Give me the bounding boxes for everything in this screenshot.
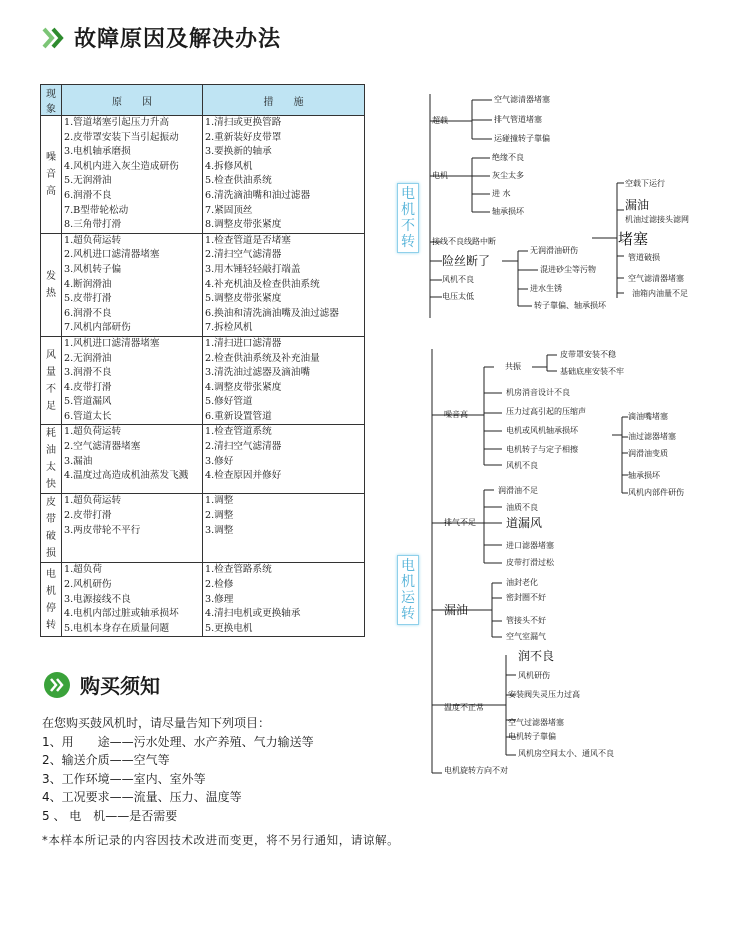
diagram-node: 道漏风: [506, 516, 543, 530]
measure-item: 6.重新设置管道: [205, 410, 272, 422]
diagram-node: 压力过高引起的压缩声: [506, 407, 586, 416]
cause-item: 4.断润滑油: [64, 278, 112, 290]
phenomenon-char: 发: [46, 270, 56, 282]
phenomenon-char: 油: [46, 445, 56, 457]
measure-item: 2.清扫空气滤清器: [205, 249, 282, 261]
cause-item: 7.风机内部研伤: [64, 322, 131, 334]
measure-cell: [203, 336, 365, 425]
cause-item: 4.电机内部过脏或轴承损坏: [64, 608, 179, 620]
section-title: [40, 22, 281, 53]
cause-cell: [62, 116, 203, 234]
cause-item: 1.管道堵塞引起压力升高: [64, 117, 170, 128]
cause-item: 2.皮带罩安装下当引起振动: [64, 131, 179, 143]
cause-cell: [62, 494, 203, 563]
cause-item: 3.风机转子偏: [64, 263, 122, 275]
measure-item: 3.调整: [205, 524, 234, 536]
diagram-node: 风机房空间太小、通风不良: [518, 749, 614, 758]
diagram-node: 电机转子靠偏: [508, 732, 556, 741]
col-phenomenon: 现象: [41, 85, 62, 116]
phenomenon-char: 皮: [46, 497, 56, 509]
measure-item: 2.检修: [205, 579, 234, 591]
measure-item: 3.要换新的轴承: [205, 146, 272, 158]
phenomenon-char: 电: [46, 568, 56, 580]
diagram-node: 空气过滤器堵塞: [508, 718, 564, 727]
phenomenon-cell: [41, 336, 62, 425]
purchase-item: 1、用 途——污水处理、水产养殖、气力输送等: [42, 734, 314, 749]
measure-cell: [203, 563, 365, 637]
diagram-node: 油过滤器堵塞: [628, 432, 676, 441]
phenomenon-char: 风: [46, 349, 56, 361]
measure-item: 7.拆检风机: [205, 322, 253, 334]
diagram-node: 绝缘不良: [492, 153, 524, 162]
diagram-node: 空气滤清器堵塞: [628, 274, 684, 283]
phenomenon-char: 足: [46, 400, 56, 412]
measure-item: 4.清扫电机或更换轴承: [205, 608, 301, 620]
measure-item: 4.补充机油及检查供油系统: [205, 278, 320, 290]
diagram-node: 风机研伤: [518, 671, 550, 680]
cause-item: 5.管道漏风: [64, 396, 112, 408]
measure-cell: [203, 233, 365, 336]
measure-item: 1.检查管道是否堵塞: [205, 234, 291, 246]
diagram-node: 灰尘太多: [492, 171, 524, 180]
measure-item: 3.清洗油过滤器及滴油嘴: [205, 367, 311, 379]
measure-item: 6.清洗滴油嘴和油过滤器: [205, 189, 311, 201]
cause-item: 1.风机进口滤清器堵塞: [64, 337, 160, 349]
diagram-node: 润不良: [518, 649, 555, 663]
purchase-list: [42, 714, 314, 825]
diagram-node: 风机不良: [442, 275, 474, 284]
diagram-node: 接线不良线路中断: [432, 237, 496, 246]
diagram-node: 无润滑油研伤: [530, 246, 578, 255]
table-row: [41, 563, 365, 637]
cause-item: 3.两皮带轮不平行: [64, 524, 141, 536]
measure-item: 3.修好: [205, 455, 234, 467]
phenomenon-char: 破: [46, 531, 56, 543]
cause-item: 5.皮带打滑: [64, 293, 112, 305]
diagram-node: 排气不足: [444, 518, 476, 527]
diagram-node: 电机转子与定子相擦: [506, 445, 578, 454]
phenomenon-char: 噪: [46, 151, 56, 163]
diagram-node: 基础底座安装不牢: [560, 367, 624, 376]
phenomenon-char: 带: [46, 514, 56, 526]
table-row: [41, 494, 365, 563]
measure-item: 1.清扫或更换管路: [205, 117, 282, 128]
measure-cell: [203, 116, 365, 234]
diagram-node: 进口滤器堵塞: [506, 541, 554, 550]
phenomenon-char: 快: [46, 479, 56, 491]
measure-item: 2.调整: [205, 510, 234, 522]
phenomenon-cell: [41, 233, 62, 336]
measure-item: 5.检查供油系统: [205, 175, 272, 187]
measure-cell: [203, 494, 365, 563]
purchase-title: [44, 670, 160, 699]
diagram-node: 运碰撞转子靠偏: [494, 134, 550, 143]
phenomenon-char: 转: [46, 619, 56, 631]
measure-item: 7.紧固顶丝: [205, 204, 253, 216]
cause-item: 3.润滑不良: [64, 367, 112, 379]
diagram-node: 密封圈不好: [506, 593, 546, 602]
table-header-row: [41, 85, 365, 116]
diagram-node: 进 水: [492, 189, 511, 198]
purchase-item: 5 、 电 机——是否需要: [42, 808, 178, 823]
diagram-node: 电机旋转方向不对: [444, 766, 508, 775]
diagram-node: 电机或风机轴承损坏: [506, 426, 578, 435]
cause-item: 2.空气滤清器堵塞: [64, 441, 141, 453]
cause-cell: [62, 336, 203, 425]
diagram-node: 润滑油变质: [628, 449, 668, 458]
measure-item: 5.调整皮带张紧度: [205, 293, 282, 305]
diagram-node: 空气室漏气: [506, 632, 546, 641]
phenomenon-char: 不: [46, 383, 56, 395]
diagram-node: 管接头不好: [506, 616, 546, 625]
cause-item: 1.超负荷运转: [64, 426, 122, 438]
purchase-item: 2、输送介质——空气等: [42, 753, 170, 767]
diagram-label-motor-running: 电 机 运 转: [397, 555, 419, 625]
cause-cell: [62, 233, 203, 336]
phenomenon-char: 量: [46, 366, 56, 378]
cause-item: 6.管道太长: [64, 410, 112, 422]
measure-item: 3.修理: [205, 593, 234, 605]
diagram-node: 皮带罩安装不稳: [560, 350, 616, 359]
diagram-node: 电机: [432, 171, 448, 180]
measure-item: 3.用木锤轻轻敲打端盖: [205, 263, 301, 275]
table-row: [41, 116, 365, 234]
cause-item: 1.超负荷运转: [64, 495, 122, 507]
cause-cell: [62, 563, 203, 637]
col-measure: 措 施: [203, 85, 365, 116]
phenomenon-char: 热: [46, 287, 56, 299]
diagram-node: 混进砂尘等污物: [540, 265, 596, 274]
diagram-node: 险丝断了: [442, 254, 491, 268]
diagram-node: 机房消音设计不良: [506, 388, 570, 397]
phenomenon-char: 高: [46, 185, 56, 197]
cause-item: 4.温度过高造成机油蒸发飞溅: [64, 470, 189, 482]
diagram-node: 润滑油不足: [498, 486, 538, 495]
table-row: [41, 336, 365, 425]
cause-item: 1.超负荷: [64, 564, 102, 576]
phenomenon-char: 损: [46, 548, 56, 560]
cause-item: 6.润滑不良: [64, 189, 112, 201]
phenomenon-char: 停: [46, 602, 56, 614]
purchase-item: 3、工作环境——室内、室外等: [42, 771, 206, 786]
diagram-node: 油质不良: [506, 503, 538, 512]
table-row: [41, 425, 365, 494]
measure-item: 6.换油和清洗滴油嘴及油过滤器: [205, 307, 339, 319]
diagram-node: 漏油: [625, 198, 650, 212]
measure-item: 4.检查原因并修好: [205, 470, 282, 482]
diagram-node: 堵塞: [618, 230, 649, 248]
phenomenon-cell: [41, 563, 62, 637]
measure-cell: [203, 425, 365, 494]
purchase-heading: 购买须知: [80, 674, 160, 698]
measure-item: 4.拆修风机: [205, 160, 253, 172]
cause-item: 4.皮带打滑: [64, 381, 112, 393]
measure-item: 5.更换电机: [205, 622, 253, 634]
arrow-circle-icon: [44, 672, 70, 698]
cause-item: 7.B型带轮松动: [64, 204, 129, 216]
cause-item: 2.风机研伤: [64, 579, 112, 591]
phenomenon-char: 音: [46, 168, 56, 180]
cause-item: 6.润滑不良: [64, 307, 112, 319]
measure-item: 2.检查供油系统及补充油量: [205, 352, 320, 364]
diagram-node: 电压太低: [442, 292, 474, 301]
measure-item: 1.检查管路系统: [205, 564, 272, 576]
diagram-node: 皮带打滑过松: [506, 558, 554, 567]
chevron-icon: [40, 24, 68, 52]
phenomenon-cell: [41, 425, 62, 494]
cause-item: 2.风机进口滤清器堵塞: [64, 249, 160, 261]
diagram-node: 轴承损坏: [628, 471, 660, 480]
diagram-node: 空载下运行: [625, 179, 665, 188]
cause-item: 2.皮带打滑: [64, 510, 112, 522]
diagram-node: 进水生锈: [530, 284, 562, 293]
diagram-node: 共振: [505, 362, 521, 371]
diagram-node: 漏油: [444, 603, 469, 617]
diagram-node: 风机内部件研伤: [628, 488, 684, 497]
cause-item: 5.无润滑油: [64, 175, 112, 187]
diagram-node: 滴油嘴堵塞: [628, 412, 668, 421]
diagram-node: 温度不正常: [444, 703, 484, 712]
diagram-label-motor-stopped: 电 机 不 转: [397, 183, 419, 253]
measure-item: 2.重新装好皮带罩: [205, 131, 282, 143]
diagram-node: 噪音高: [444, 410, 468, 419]
measure-item: 1.调整: [205, 495, 234, 507]
page-title: 故障原因及解决办法: [74, 27, 282, 52]
fault-table: [40, 84, 365, 637]
measure-item: 5.修好管道: [205, 396, 253, 408]
cause-cell: [62, 425, 203, 494]
purchase-item: 4、工况要求——流量、压力、温度等: [42, 790, 242, 804]
table-row: [41, 233, 365, 336]
diagram-node: 轴承损坏: [492, 207, 524, 216]
phenomenon-cell: [41, 116, 62, 234]
diagram-node: 管道破损: [628, 253, 660, 262]
cause-item: 2.无润滑油: [64, 352, 112, 364]
col-cause: 原 因: [62, 85, 203, 116]
phenomenon-cell: [41, 494, 62, 563]
diagram-node: 排气管道堵塞: [494, 115, 542, 124]
cause-item: 3.电机轴承磨损: [64, 146, 131, 158]
phenomenon-char: 机: [46, 585, 56, 597]
cause-item: 5.电机本身存在质量问题: [64, 622, 170, 634]
phenomenon-char: 太: [46, 462, 56, 474]
diagram-node: 风机不良: [506, 461, 538, 470]
diagram-node: 油封老化: [506, 578, 538, 587]
measure-item: 1.检查管道系统: [205, 426, 272, 438]
diagram-node: 安装阀失灵压力过高: [508, 690, 580, 699]
footnote: *本样本所记录的内容因技术改进而变更，将不另行通知，请谅解。: [42, 833, 400, 847]
diagram-node: 超载: [432, 116, 448, 125]
cause-item: 8.三角带打滑: [64, 219, 122, 231]
phenomenon-char: 耗: [46, 428, 56, 440]
diagram-node: 空气滤清器堵塞: [494, 95, 550, 104]
cause-item: 1.超负荷运转: [64, 234, 122, 246]
measure-item: 4.调整皮带张紧度: [205, 381, 282, 393]
measure-item: 2.清扫空气滤清器: [205, 441, 282, 453]
measure-item: 1.清扫进口滤清器: [205, 337, 282, 349]
diagram-node: 油箱内油量不足: [632, 289, 688, 298]
cause-item: 4.风机内进入灰尘造成研伤: [64, 160, 179, 172]
cause-item: 3.漏油: [64, 455, 93, 467]
diagram-node: 机油过滤接头滤网: [625, 215, 689, 224]
cause-item: 3.电源接线不良: [64, 593, 131, 605]
purchase-intro: 在您购买鼓风机时，请尽量告知下列项目：: [42, 716, 271, 730]
diagram-node: 转子靠偏、轴承损坏: [534, 301, 606, 310]
measure-item: 8.调整皮带张紧度: [205, 219, 282, 231]
